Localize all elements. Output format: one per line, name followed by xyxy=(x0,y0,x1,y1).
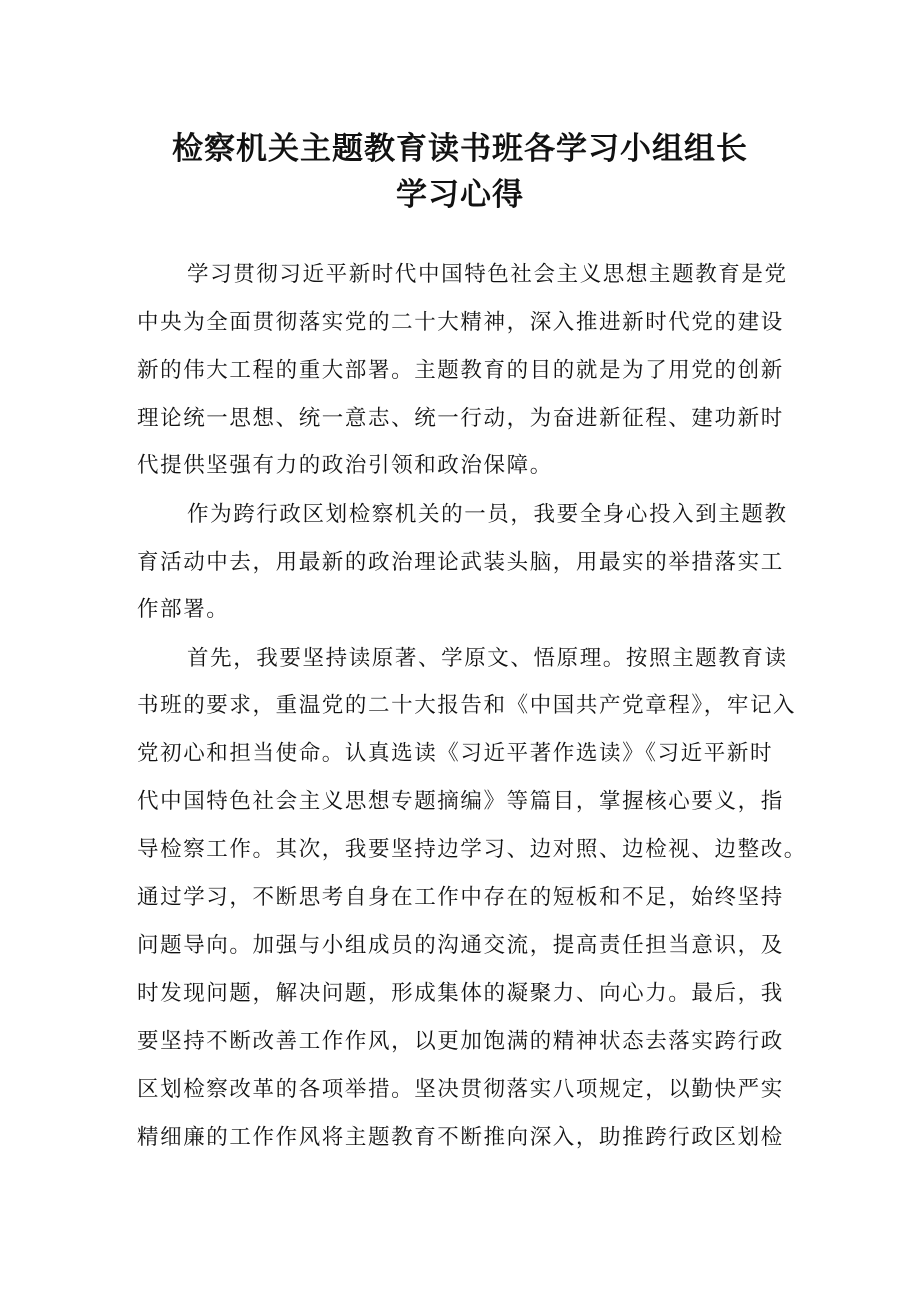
body-text-line: 代提供坚强有力的政治引领和政治保障。 xyxy=(137,453,553,478)
body-text-line: 通过学习，不断思考自身在工作中存在的短板和不足，始终坚持 xyxy=(137,885,784,910)
document-title-line-2: 学习心得 xyxy=(396,177,524,213)
document-title-line-1: 检察机关主题教育读书班各学习小组组长 xyxy=(172,131,748,167)
body-text-line: 书班的要求，重温党的二十大报告和《中国共产党章程》，牢记入 xyxy=(137,693,797,718)
body-text-line: 理论统一思想、统一意志、统一行动，为奋进新征程、建功新时 xyxy=(137,406,784,431)
body-text-line: 时发现问题，解决问题，形成集体的凝聚力、向心力。最后，我 xyxy=(137,981,784,1006)
body-text-line: 问题导向。加强与小组成员的沟通交流，提高责任担当意识，及 xyxy=(137,933,784,958)
body-text-line: 代中国特色社会主义思想专题摘编》等篇目，掌握核心要义，指 xyxy=(137,789,784,814)
body-text-line: 首先，我要坚持读原著、学原文、悟原理。按照主题教育读 xyxy=(187,646,788,671)
body-text-line: 作为跨行政区划检察机关的一员，我要全身心投入到主题教 xyxy=(187,502,788,527)
body-text-line: 育活动中去，用最新的政治理论武装头脑，用最实的举措落实工 xyxy=(137,550,784,575)
body-text-line: 新的伟大工程的重大部署。主题教育的目的就是为了用党的创新 xyxy=(137,358,784,383)
body-text-line: 中央为全面贯彻落实党的二十大精神，深入推进新时代党的建设 xyxy=(137,310,784,335)
body-text-line: 要坚持不断改善工作作风，以更加饱满的精神状态去落实跨行政 xyxy=(137,1029,784,1054)
body-text-line: 导检察工作。其次，我要坚持边学习、边对照、边检视、边整改。 xyxy=(137,837,807,862)
body-text-line: 学习贯彻习近平新时代中国特色社会主义思想主题教育是党 xyxy=(187,262,788,287)
body-text-line: 党初心和担当使命。认真选读《习近平著作选读》《习近平新时 xyxy=(137,741,774,766)
body-text-line: 精细廉的工作作风将主题教育不断推向深入，助推跨行政区划检 xyxy=(137,1125,784,1150)
body-text-line: 区划检察改革的各项举措。坚决贯彻落实八项规定，以勤快严实 xyxy=(137,1077,784,1102)
body-text-line: 作部署。 xyxy=(137,597,230,622)
